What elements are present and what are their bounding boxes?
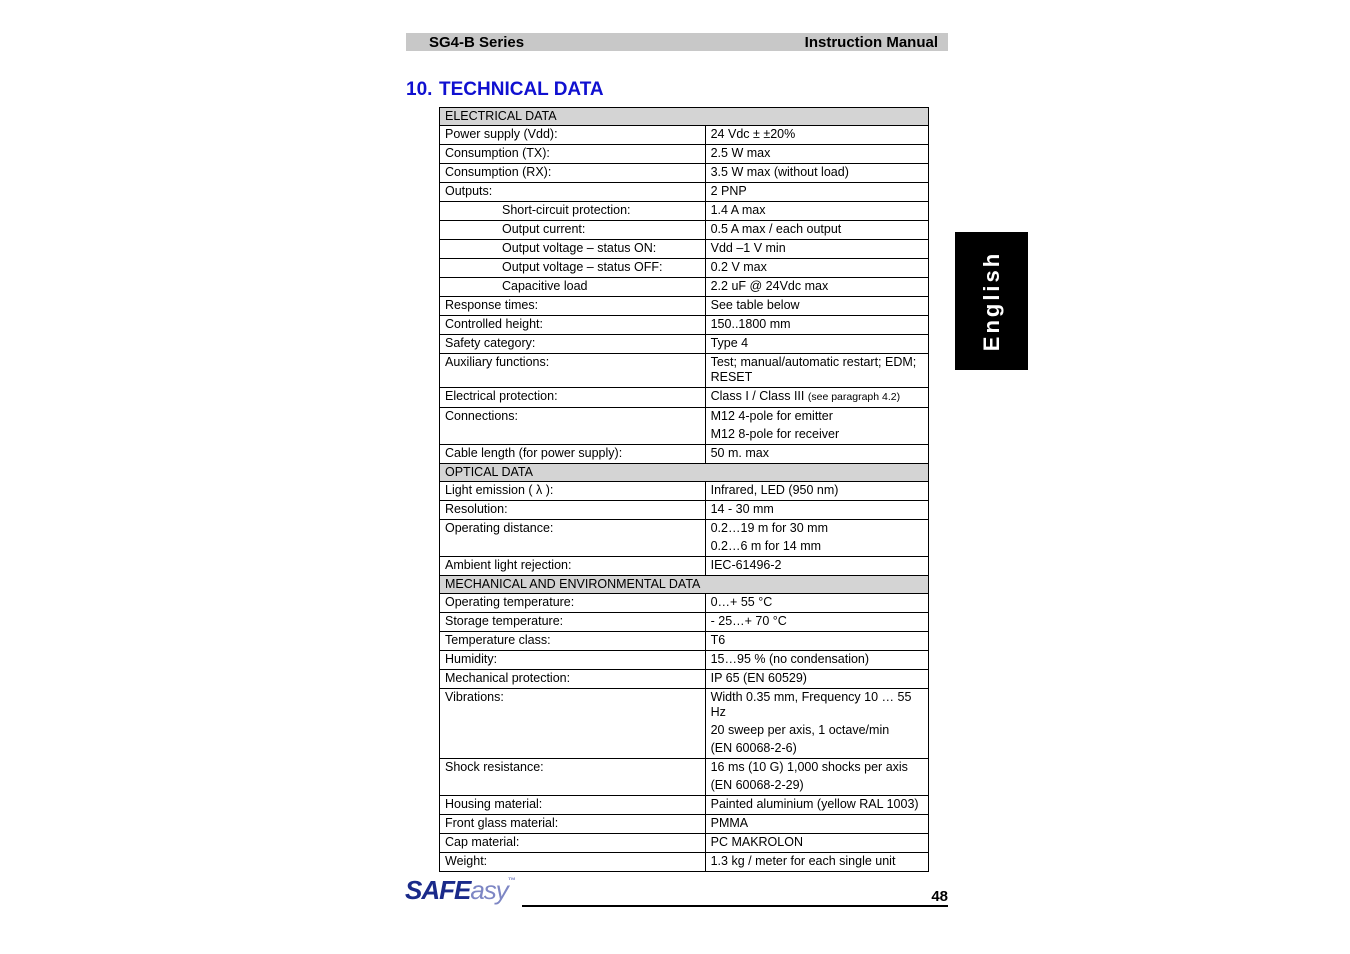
row-value: 15…95 % (no condensation): [705, 651, 928, 670]
table-row: [440, 815, 929, 834]
table-row: [440, 388, 929, 408]
section-number: 10.: [406, 79, 433, 100]
row-label: Consumption (TX):: [440, 145, 706, 164]
row-label: Cap material:: [440, 834, 706, 853]
table-row: [440, 759, 929, 796]
section-label: ELECTRICAL DATA: [440, 108, 929, 126]
row-value: [705, 759, 928, 796]
language-label: English: [978, 250, 1004, 352]
row-value: Infrared, LED (950 nm): [705, 482, 928, 501]
row-label: Safety category:: [440, 335, 706, 354]
row-value: 24 Vdc ± ±20%: [705, 126, 928, 145]
table-row: [440, 335, 929, 354]
value-line: 16 ms (10 G) 1,000 shocks per axis: [710, 760, 908, 774]
section-label: OPTICAL DATA: [440, 464, 929, 482]
value-line: M12 8-pole for receiver: [710, 427, 840, 441]
language-tab: [955, 232, 1028, 370]
logo-sub: asy: [470, 875, 508, 905]
table-row: [440, 520, 929, 557]
row-label: Operating temperature:: [440, 594, 706, 613]
table-row: [440, 482, 929, 501]
row-value: [705, 520, 928, 557]
table-row: [440, 259, 929, 278]
table-row: [440, 408, 929, 445]
row-value: PC MAKROLON: [705, 834, 928, 853]
running-header: [406, 33, 948, 51]
manual-title: Instruction Manual: [804, 34, 938, 51]
row-label: Ambient light rejection:: [440, 557, 706, 576]
row-label: Output current:: [440, 221, 706, 240]
table-row: [440, 240, 929, 259]
table-row: [440, 670, 929, 689]
table-row: [440, 145, 929, 164]
table-row: [440, 221, 929, 240]
table-row: [440, 354, 929, 388]
table-row: [440, 834, 929, 853]
table-row: [440, 594, 929, 613]
row-label: Response times:: [440, 297, 706, 316]
section-row-electrical: [440, 108, 929, 126]
row-label: Outputs:: [440, 183, 706, 202]
row-value: PMMA: [705, 815, 928, 834]
page-number: 48: [931, 888, 948, 905]
row-label: Capacitive load: [440, 278, 706, 297]
table-row: [440, 557, 929, 576]
row-label: Short-circuit protection:: [440, 202, 706, 221]
table-row: [440, 651, 929, 670]
table-row: [440, 316, 929, 335]
row-value: 2 PNP: [705, 183, 928, 202]
row-label: Shock resistance:: [440, 759, 706, 796]
row-value: Type 4: [705, 335, 928, 354]
section-row-optical: [440, 464, 929, 482]
row-value: [705, 408, 928, 445]
row-value: T6: [705, 632, 928, 651]
row-value: 1.3 kg / meter for each single unit: [705, 853, 928, 872]
row-label: Power supply (Vdd):: [440, 126, 706, 145]
row-label: Operating distance:: [440, 520, 706, 557]
row-label: Output voltage – status OFF:: [440, 259, 706, 278]
row-value: 14 - 30 mm: [705, 501, 928, 520]
table-row: [440, 126, 929, 145]
row-label: Temperature class:: [440, 632, 706, 651]
logo-trademark: ™: [507, 876, 516, 885]
row-value: IP 65 (EN 60529): [705, 670, 928, 689]
value-text: Class I / Class III: [710, 389, 805, 403]
table-row: [440, 445, 929, 464]
table-row: [440, 632, 929, 651]
row-value: 0…+ 55 °C: [705, 594, 928, 613]
row-label: Resolution:: [440, 501, 706, 520]
row-value: IEC-61496-2: [705, 557, 928, 576]
table-row: [440, 853, 929, 872]
row-label: Weight:: [440, 853, 706, 872]
table-row: [440, 501, 929, 520]
row-label: Humidity:: [440, 651, 706, 670]
row-label: Storage temperature:: [440, 613, 706, 632]
section-heading: [406, 79, 604, 101]
logo-main: SAFE: [405, 875, 471, 905]
table-row: [440, 183, 929, 202]
row-value: 2.5 W max: [705, 145, 928, 164]
row-value: Vdd –1 V min: [705, 240, 928, 259]
row-label: Vibrations:: [440, 689, 706, 759]
value-line: (EN 60068-2-6): [710, 741, 797, 755]
section-row-mechanical: [440, 576, 929, 594]
row-label: Front glass material:: [440, 815, 706, 834]
value-line: Width 0.35 mm, Frequency 10 … 55 Hz: [710, 690, 912, 719]
row-label: Light emission ( λ ):: [440, 482, 706, 501]
technical-data-table: [439, 107, 929, 872]
value-line: Test; manual/automatic restart; EDM;: [710, 355, 917, 369]
value-line: 20 sweep per axis, 1 octave/min: [710, 723, 890, 737]
row-label: Consumption (RX):: [440, 164, 706, 183]
row-label: Housing material:: [440, 796, 706, 815]
table-row: [440, 796, 929, 815]
footer-rule: [522, 905, 948, 907]
value-line: RESET: [710, 370, 753, 384]
section-title: TECHNICAL DATA: [439, 79, 604, 100]
row-value: 0.5 A max / each output: [705, 221, 928, 240]
row-value: [705, 354, 928, 388]
series-title: SG4-B Series: [429, 34, 525, 51]
row-label: Electrical protection:: [440, 388, 706, 408]
row-label: Controlled height:: [440, 316, 706, 335]
value-line: (EN 60068-2-29): [710, 778, 804, 792]
row-label: Connections:: [440, 408, 706, 445]
row-value: Painted aluminium (yellow RAL 1003): [705, 796, 928, 815]
table-row: [440, 689, 929, 759]
row-value: [705, 388, 928, 408]
table-row: [440, 297, 929, 316]
value-line: 0.2…6 m for 14 mm: [710, 539, 822, 553]
value-line: 0.2…19 m for 30 mm: [710, 521, 829, 535]
row-value: 2.2 uF @ 24Vdc max: [705, 278, 928, 297]
value-line: M12 4-pole for emitter: [710, 409, 833, 423]
row-label: Auxiliary functions:: [440, 354, 706, 388]
row-value: 1.4 A max: [705, 202, 928, 221]
row-label: Cable length (for power supply):: [440, 445, 706, 464]
table-row: [440, 164, 929, 183]
row-value: 0.2 V max: [705, 259, 928, 278]
table-row: [440, 613, 929, 632]
brand-logo: [405, 875, 516, 907]
row-value: 150..1800 mm: [705, 316, 928, 335]
row-value: [705, 689, 928, 759]
row-label: Mechanical protection:: [440, 670, 706, 689]
row-value: 50 m. max: [705, 445, 928, 464]
row-value: See table below: [705, 297, 928, 316]
value-note: (see paragraph 4.2): [807, 391, 901, 403]
table-row: [440, 202, 929, 221]
row-value: - 25…+ 70 °C: [705, 613, 928, 632]
section-label: MECHANICAL AND ENVIRONMENTAL DATA: [440, 576, 929, 594]
row-value: 3.5 W max (without load): [705, 164, 928, 183]
row-label: Output voltage – status ON:: [440, 240, 706, 259]
table-row: [440, 278, 929, 297]
